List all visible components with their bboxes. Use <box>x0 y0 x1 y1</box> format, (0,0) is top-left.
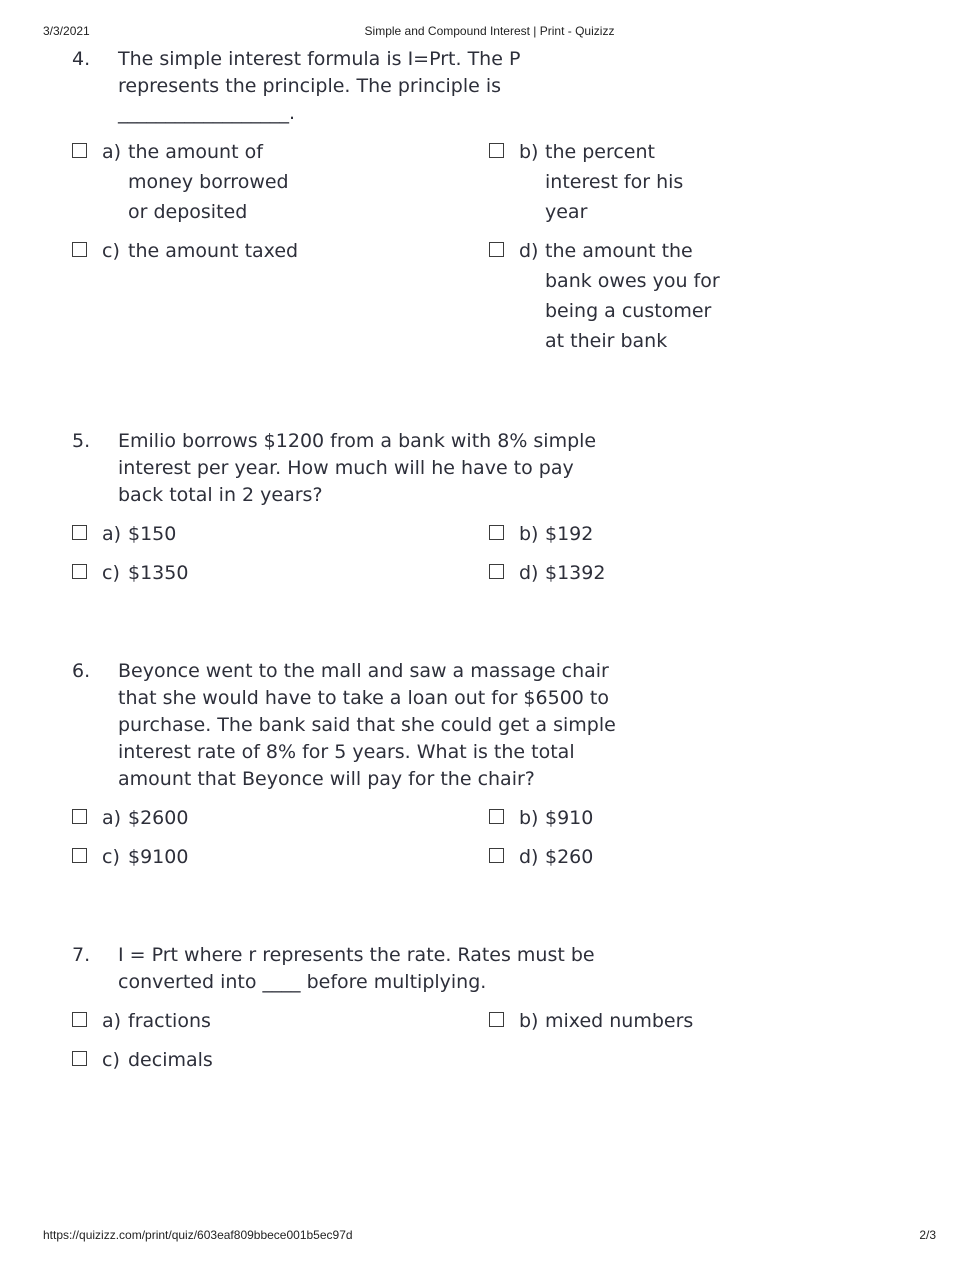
option-d[interactable] <box>489 842 869 872</box>
option-letter: c) <box>102 240 120 262</box>
checkbox-icon[interactable] <box>72 848 87 863</box>
option-letter: b) <box>519 1010 539 1032</box>
option-letter: c) <box>102 1049 120 1071</box>
option-a[interactable] <box>72 519 489 549</box>
option-b[interactable] <box>489 803 869 833</box>
question-number: 5. <box>72 430 91 452</box>
question-5 <box>72 428 932 588</box>
checkbox-icon[interactable] <box>72 143 87 158</box>
option-text: $1392 <box>545 562 606 584</box>
option-text: $2600 <box>128 807 189 829</box>
checkbox-icon[interactable] <box>489 1012 504 1027</box>
option-text: the amount the bank owes you for being a customer at their bank <box>545 240 720 352</box>
question-text: The simple interest formula is I=Prt. The P represents the principle. The principle is __________________. <box>118 48 521 124</box>
option-text: $1350 <box>128 562 189 584</box>
checkbox-icon[interactable] <box>489 848 504 863</box>
checkbox-icon[interactable] <box>72 525 87 540</box>
option-text: $150 <box>128 523 177 545</box>
option-letter: d) <box>519 846 539 868</box>
option-c[interactable] <box>72 842 489 872</box>
option-letter: b) <box>519 523 539 545</box>
checkbox-icon[interactable] <box>72 809 87 824</box>
option-text: $192 <box>545 523 594 545</box>
option-letter: d) <box>519 562 539 584</box>
question-4 <box>72 46 932 356</box>
question-text: Emilio borrows $1200 from a bank with 8% simple interest per year. How much will he have to pay back total in 2 years? <box>118 430 597 506</box>
option-d[interactable] <box>489 558 869 588</box>
question-text: Beyonce went to the mall and saw a massage chair that she would have to take a loan out for $6500 to purchase. The bank said that she could get a simple interest rate of 8% for 5 years. What is the total amount that Beyonce will pay for the chair? <box>118 660 616 790</box>
checkbox-icon[interactable] <box>72 1051 87 1066</box>
option-b[interactable] <box>489 137 869 227</box>
option-text: the percent interest for his year <box>545 141 684 223</box>
option-letter: a) <box>102 807 122 829</box>
option-b[interactable] <box>489 519 869 549</box>
option-text: mixed numbers <box>545 1010 694 1032</box>
checkbox-icon[interactable] <box>489 564 504 579</box>
question-7 <box>72 942 932 1075</box>
option-letter: c) <box>102 846 120 868</box>
checkbox-icon[interactable] <box>72 1012 87 1027</box>
question-number: 7. <box>72 944 91 966</box>
option-c[interactable] <box>72 1045 489 1075</box>
page-title: Simple and Compound Interest | Print - Quizizz <box>364 24 615 38</box>
option-text: $260 <box>545 846 594 868</box>
checkbox-icon[interactable] <box>72 242 87 257</box>
answer-options <box>72 519 932 588</box>
page-number: 2/3 <box>919 1228 936 1242</box>
checkbox-icon[interactable] <box>489 809 504 824</box>
option-c[interactable] <box>72 236 489 356</box>
option-text: the amount taxed <box>128 240 299 262</box>
option-letter: b) <box>519 807 539 829</box>
option-text: the amount of money borrowed or deposited <box>128 141 289 223</box>
footer-url: https://quizizz.com/print/quiz/603eaf809bbece001b5ec97d <box>43 1228 353 1242</box>
question-text: I = Prt where r represents the rate. Rates must be converted into ____ before multiplying. <box>118 944 595 993</box>
option-a[interactable] <box>72 803 489 833</box>
option-text: $9100 <box>128 846 189 868</box>
checkbox-icon[interactable] <box>72 564 87 579</box>
option-letter: a) <box>102 523 122 545</box>
option-text: fractions <box>128 1010 211 1032</box>
option-b[interactable] <box>489 1006 869 1036</box>
question-number: 4. <box>72 48 91 70</box>
print-date: 3/3/2021 <box>43 24 90 38</box>
option-letter: a) <box>102 141 122 163</box>
question-number: 6. <box>72 660 91 682</box>
option-a[interactable] <box>72 1006 489 1036</box>
answer-options <box>72 137 932 356</box>
option-letter: b) <box>519 141 539 163</box>
answer-options <box>72 1006 932 1075</box>
option-letter: a) <box>102 1010 122 1032</box>
answer-options <box>72 803 932 872</box>
checkbox-icon[interactable] <box>489 242 504 257</box>
option-letter: d) <box>519 240 539 262</box>
checkbox-icon[interactable] <box>489 525 504 540</box>
option-letter: c) <box>102 562 120 584</box>
question-6 <box>72 658 932 872</box>
option-text: decimals <box>128 1049 213 1071</box>
option-text: $910 <box>545 807 594 829</box>
option-a[interactable] <box>72 137 489 227</box>
option-c[interactable] <box>72 558 489 588</box>
checkbox-icon[interactable] <box>489 143 504 158</box>
option-d[interactable] <box>489 236 869 356</box>
